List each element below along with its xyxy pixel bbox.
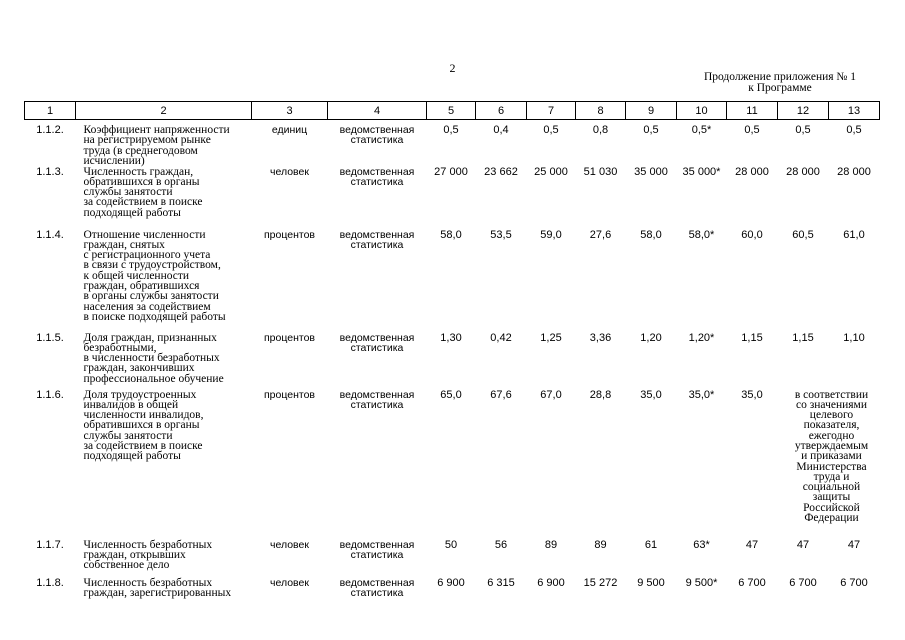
indicator-name-line: за содействием в поиске: [83, 196, 203, 209]
indicator-name-line: службы занятости: [83, 186, 173, 199]
indicator-name-line: Численность безработных: [83, 576, 213, 589]
unit-of-measure: процентов: [263, 388, 315, 401]
value-cell: 89: [594, 538, 607, 551]
data-source-line: ведомственная: [339, 576, 415, 589]
value-cell: 6 900: [437, 576, 465, 589]
value-cell: 50: [444, 538, 458, 551]
value-cell: 1,20: [640, 331, 662, 344]
note-line: в соответствии: [794, 388, 869, 401]
indicator-name-line: на регистрируемом рынке: [83, 134, 211, 147]
row-number: 1.1.4.: [36, 228, 64, 241]
indicator-name-line: Доля граждан, признанных: [83, 331, 217, 344]
data-source-line: ведомственная: [339, 331, 415, 344]
indicator-name-line: в связи с трудоустройством,: [83, 259, 221, 272]
note-line: утверждаемым: [794, 439, 869, 452]
value-cell: 35,0: [640, 388, 662, 401]
indicator-name-line: граждан, закончивших: [83, 362, 195, 375]
indicator-name-line: подходящей работы: [83, 450, 181, 463]
indicator-name-line: Доля трудоустроенных: [83, 388, 197, 401]
indicator-name-line: собственное дело: [83, 559, 170, 572]
table-row: [25, 333, 880, 390]
value-cell: 61,0: [843, 228, 865, 241]
value-cell: 47: [745, 538, 759, 551]
data-source-line: ведомственная: [339, 124, 415, 136]
indicator-name-line: обратившихся в органы: [83, 175, 200, 188]
value-cell: 9 500: [637, 576, 665, 589]
indicator-name-line: труда (в среднегодовом: [83, 144, 198, 157]
note-line: ежегодно: [808, 429, 855, 442]
indicator-name-line: Численность граждан,: [83, 165, 194, 178]
value-cell: 35 000: [634, 165, 668, 178]
row-number: 1.1.8.: [36, 576, 64, 589]
appendix-note: [690, 72, 870, 94]
table-row: [25, 120, 880, 167]
value-cell: 67,0: [540, 388, 562, 401]
value-cell: 6 700: [789, 576, 817, 589]
data-source-line: статистика: [350, 175, 404, 188]
unit-of-measure: человек: [270, 576, 309, 589]
indicator-name-line: граждан, открывших: [83, 548, 186, 561]
column-header: 8: [576, 102, 626, 120]
value-cell: 0,5: [543, 124, 559, 136]
value-cell: 6 315: [487, 576, 515, 589]
indicators-table: [24, 101, 880, 618]
indicator-name-line: численности инвалидов,: [83, 409, 204, 422]
note-line: труда и: [813, 470, 850, 483]
value-cell: 15 272: [583, 576, 618, 589]
column-header: 9: [626, 102, 677, 120]
table-row: [25, 230, 880, 333]
data-source-line: статистика: [350, 134, 404, 147]
value-cell: 35,0: [741, 388, 763, 401]
value-cell: 9 500*: [685, 576, 718, 589]
value-cell: 1,10: [843, 331, 865, 344]
value-cell: 47: [847, 538, 861, 551]
value-cell: 60,5: [792, 228, 814, 241]
column-header: 10: [677, 102, 727, 120]
value-cell: 63*: [693, 538, 710, 551]
value-cell: 25 000: [534, 165, 568, 178]
indicator-name-line: к общей численности: [83, 269, 190, 282]
data-source-line: ведомственная: [339, 165, 415, 178]
column-header: 1: [25, 102, 76, 120]
indicator-name-line: граждан, обратившихся: [83, 279, 200, 292]
value-cell: 89: [544, 538, 558, 551]
value-cell: 0,8: [592, 124, 609, 136]
note-line: Министерства: [796, 460, 867, 473]
page-number: 2: [449, 61, 456, 75]
data-source: [328, 230, 427, 333]
value-cell: 0,5: [643, 124, 659, 136]
note-line: и приказами: [801, 450, 862, 463]
value-cell: 60,0: [741, 228, 763, 241]
note-line: Федерации: [804, 512, 859, 525]
indicator-name: [76, 120, 252, 167]
value-cell: 0,5: [795, 124, 811, 136]
value-cell: 28,8: [589, 388, 612, 401]
indicator-name-line: безработными,: [83, 341, 157, 354]
column-header: 5: [427, 102, 476, 120]
column-header: 13: [829, 102, 880, 120]
indicator-name: [76, 167, 252, 230]
data-source: [328, 390, 427, 540]
value-cell: 51 030: [583, 165, 618, 178]
value-cell: 1,25: [540, 331, 562, 344]
value-cell: 28 000: [837, 165, 871, 178]
value-cell: 0,5: [744, 124, 760, 136]
note-line: показателя,: [803, 419, 860, 432]
indicator-name: [76, 333, 252, 390]
indicator-name-line: за содействием в поиске: [83, 439, 203, 452]
value-cell: 1,15: [792, 331, 814, 344]
indicator-name-line: службы занятости: [83, 429, 173, 442]
column-number-row: [25, 102, 880, 120]
indicator-name-line: с регистрационного учета: [83, 249, 211, 262]
value-cell: 27,6: [589, 228, 612, 241]
data-source: [328, 167, 427, 230]
note-line: Российской: [803, 501, 860, 514]
indicator-name-line: обратившихся в органы: [83, 419, 200, 432]
data-source: [328, 540, 427, 578]
data-source-line: ведомственная: [339, 228, 415, 241]
value-cell: 1,15: [741, 331, 763, 344]
value-cell: 56: [494, 538, 508, 551]
indicator-name: [76, 540, 252, 578]
data-source-line: статистика: [350, 341, 404, 354]
indicator-name-line: в органы службы занятости: [83, 290, 219, 303]
column-header: 7: [527, 102, 576, 120]
data-source: [328, 578, 427, 618]
table-row: [25, 167, 880, 230]
indicator-name-line: подходящей работы: [83, 206, 181, 219]
row-number: 1.1.7.: [36, 538, 64, 551]
value-cell: 61: [644, 538, 658, 551]
value-cell: 1,30: [440, 331, 462, 344]
value-cell: 27 000: [434, 165, 468, 178]
value-cell: 35,0*: [688, 388, 715, 401]
note-line: защиты: [812, 491, 851, 504]
value-cell: 3,36: [589, 331, 612, 344]
value-cell: 6 900: [537, 576, 565, 589]
indicator-name-line: профессиональное обучение: [83, 372, 224, 385]
data-source-line: ведомственная: [339, 388, 415, 401]
value-cell: 65,0: [440, 388, 462, 401]
indicator-name-line: в поиске подходящей работы: [83, 310, 226, 323]
table-row: [25, 578, 880, 618]
column-header: 11: [727, 102, 778, 120]
table-row: [25, 390, 880, 540]
data-source: [328, 120, 427, 167]
value-cell: 0,4: [493, 124, 509, 136]
value-cell: 23 662: [484, 165, 518, 178]
value-cell: 59,0: [540, 228, 562, 241]
data-source-line: статистика: [350, 548, 404, 561]
note-line: со значениями: [796, 398, 867, 411]
value-cell: 58,0: [640, 228, 662, 241]
note-line: социальной: [802, 481, 861, 494]
unit-of-measure: единиц: [271, 124, 308, 136]
value-cell: 35 000*: [682, 165, 721, 178]
column-header: 6: [476, 102, 527, 120]
row-number: 1.1.2.: [36, 124, 64, 136]
indicator-name-line: в численности безработных: [83, 352, 220, 365]
indicator-name-line: граждан, снятых: [83, 238, 165, 251]
indicator-name: [76, 390, 252, 540]
appendix-note-line2: к Программе: [748, 82, 812, 94]
value-cell: 0,5: [443, 124, 459, 136]
row-number: 1.1.5.: [36, 331, 64, 344]
value-cell: 6 700: [738, 576, 766, 589]
column-header: 4: [328, 102, 427, 120]
value-cell: 28 000: [735, 165, 769, 178]
indicator-name-line: инвалидов в общей: [83, 398, 179, 411]
column-header: 2: [76, 102, 252, 120]
data-source: [328, 333, 427, 390]
note-line: целевого: [809, 409, 854, 422]
data-source-line: ведомственная: [339, 538, 415, 551]
indicator-name-line: исчислении): [83, 154, 145, 167]
indicator-name-line: населения за содействием: [83, 300, 211, 313]
value-cell: 28 000: [786, 165, 820, 178]
row-number: 1.1.6.: [36, 388, 64, 401]
indicator-name-line: Численность безработных: [83, 538, 213, 551]
row-number: 1.1.3.: [36, 165, 64, 178]
data-source-line: статистика: [350, 586, 404, 599]
indicator-name: [76, 230, 252, 333]
value-cell: 6 700: [840, 576, 868, 589]
value-cell: 0,42: [490, 331, 512, 344]
unit-of-measure: человек: [270, 538, 309, 551]
value-cell: 58,0: [440, 228, 462, 241]
unit-of-measure: процентов: [263, 331, 315, 344]
data-source-line: статистика: [350, 398, 404, 411]
value-cell: 58,0*: [688, 228, 715, 241]
value-cell: 0,5*: [691, 124, 712, 136]
unit-of-measure: человек: [270, 165, 309, 178]
value-cell: 53,5: [490, 228, 512, 241]
indicator-name-line: Коэффициент напряженности: [83, 124, 230, 136]
appendix-note-line1: Продолжение приложения № 1: [703, 71, 857, 83]
value-cell: 67,6: [490, 388, 512, 401]
note-cell: [778, 390, 880, 540]
unit-of-measure: процентов: [263, 228, 315, 241]
indicator-name: [76, 578, 252, 618]
column-header: 12: [778, 102, 829, 120]
value-cell: 1,20*: [688, 331, 715, 344]
data-source-line: статистика: [350, 238, 404, 251]
column-header: 3: [252, 102, 328, 120]
indicator-name-line: Отношение численности: [83, 228, 206, 241]
value-cell: 0,5: [846, 124, 862, 136]
value-cell: 47: [796, 538, 810, 551]
table-row: [25, 540, 880, 578]
indicator-name-line: граждан, зарегистрированных: [83, 586, 232, 599]
